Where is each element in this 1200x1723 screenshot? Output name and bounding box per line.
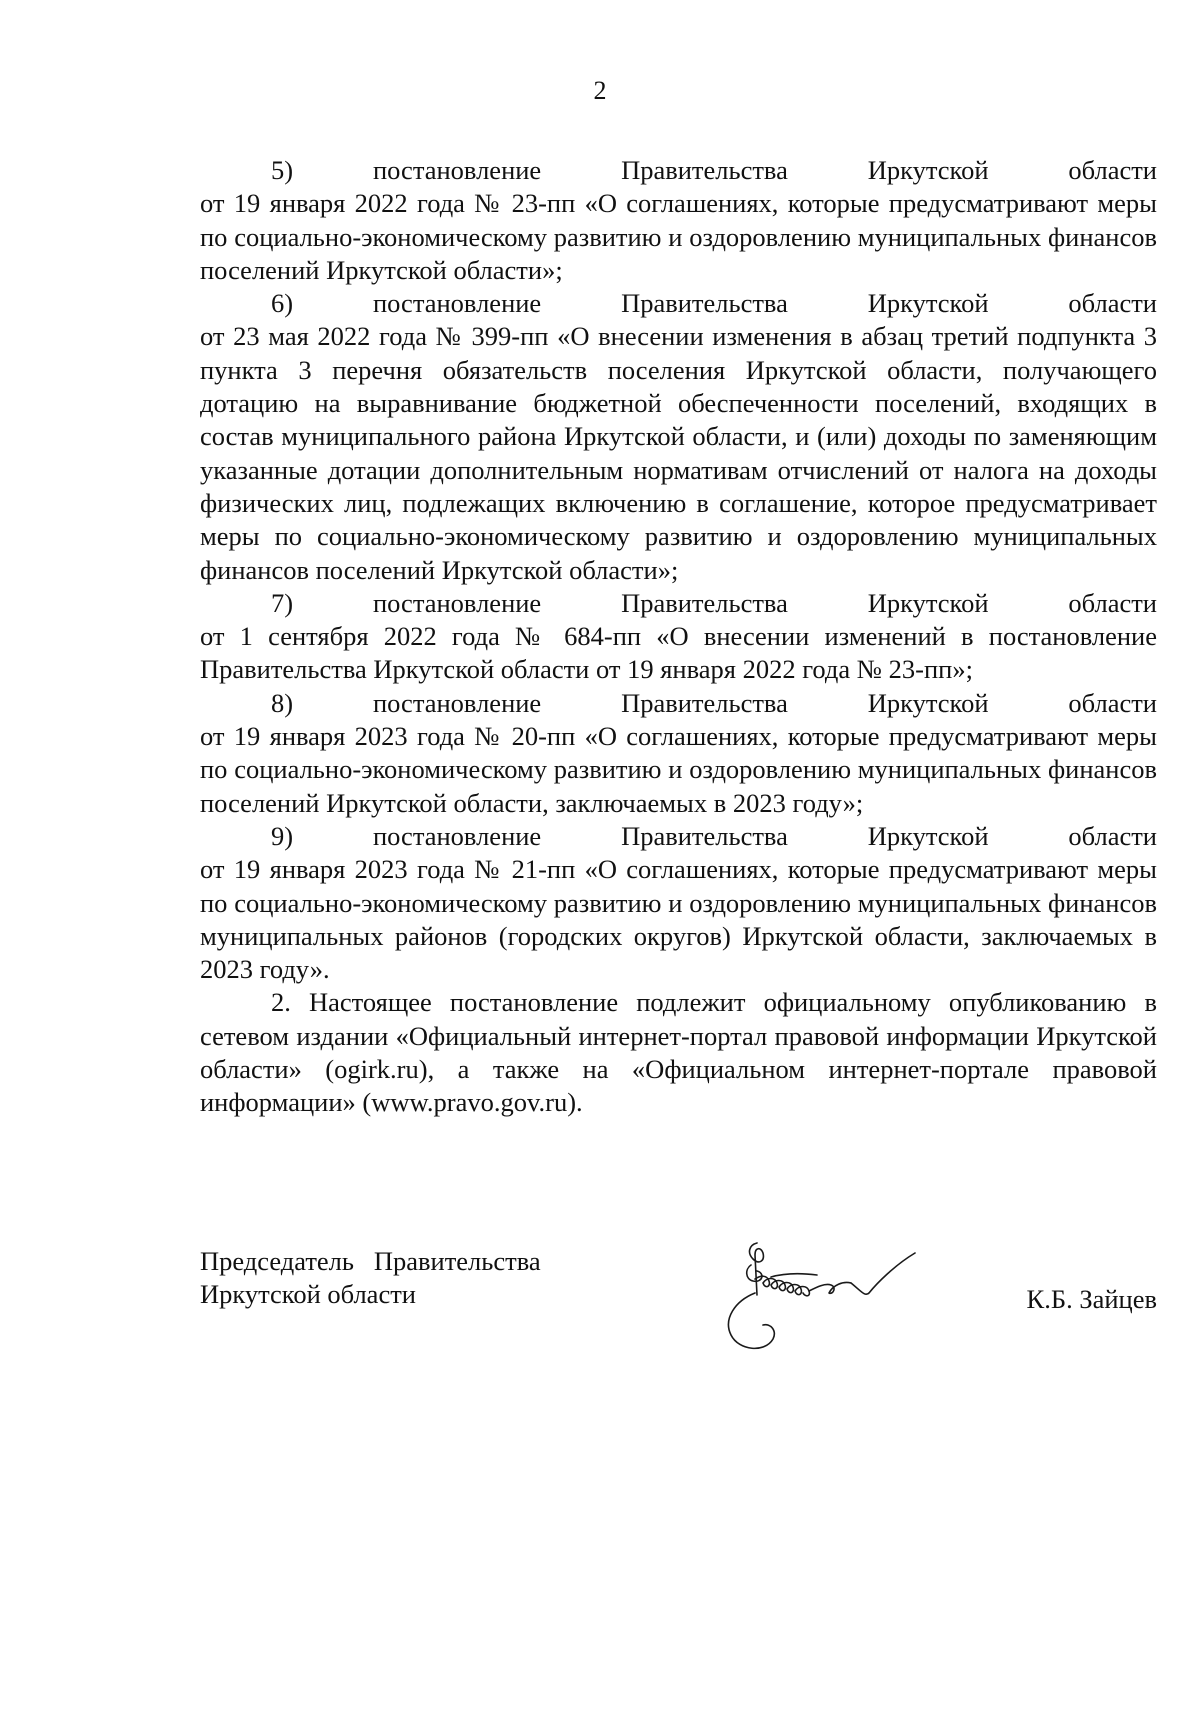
list-item-heading: 9) постановление Правительства Иркутской области [271,820,1157,851]
signatory-title: Председатель Правительства Иркутской области [200,1246,541,1310]
list-item-6 [200,287,1157,587]
handwritten-signature [705,1235,965,1365]
signatory-name: К.Б. Зайцев [1026,1284,1157,1314]
list-item-8 [200,687,1157,820]
list-item-heading: 5) постановление Правительства Иркутской области [271,155,1157,185]
document-body [200,154,1157,1120]
list-item-text: от 1 сентября 2022 года № 684-пп «О внесении изменений в постановление Правительства Иркутской области от 19 января 2022 года № 23-пп»; [200,621,1157,685]
list-item-5 [200,154,1157,287]
list-item-heading: 7) постановление Правительства Иркутской области [271,587,1157,618]
clause-2: 2. Настоящее постановление подлежит официальному опубликованию в сетевом издании «Официальный интернет-портал правовой информации Иркутской области» (ogirk.ru), а также на «Официальном интернет-портале правовой информации» (www.pravo.gov.ru). [200,987,1157,1118]
list-item-7 [200,587,1157,687]
list-item-text: от 23 мая 2022 года № 399-пп «О внесении изменения в абзац третий подпункта 3 пункта 3 перечня обязательств поселения Иркутской области, получающего дотацию на выравнивание бюджетной обеспеченности поселений, входящих в состав муниципального района Иркутской области, и (или) доходы по заменяющим указанные дотации дополнительным нормативам отчислений от налога на доходы физических лиц, подлежащих включению в соглашение, которое предусматривает меры по социально-экономическому развитию и оздоровлению муниципальных финансов поселений Иркутской области»; [200,321,1157,585]
list-item-heading: 8) постановление Правительства Иркутской области [271,687,1157,718]
list-item-heading: 6) постановление Правительства Иркутской области [271,288,1157,319]
signature-block [200,1245,1157,1385]
list-item-text: от 19 января 2023 года № 21-пп «О соглашениях, которые предусматривают меры по социально-экономическому развитию и оздоровлению муниципальных финансов муниципальных районов (городских округов) Иркутской области, заключаемых в 2023 году». [200,854,1157,985]
list-item-9 [200,820,1157,986]
page-number: 2 [593,76,607,105]
list-item-text: от 19 января 2023 года № 20-пп «О соглашениях, которые предусматривают меры по социально-экономическому развитию и оздоровлению муниципальных финансов поселений Иркутской области, заключаемых в 2023 году»; [200,721,1157,818]
list-item-text: от 19 января 2022 года № 23-пп «О соглашениях, которые предусматривают меры по социально-экономическому развитию и оздоровлению муниципальных финансов поселений Иркутской области»; [200,188,1157,285]
